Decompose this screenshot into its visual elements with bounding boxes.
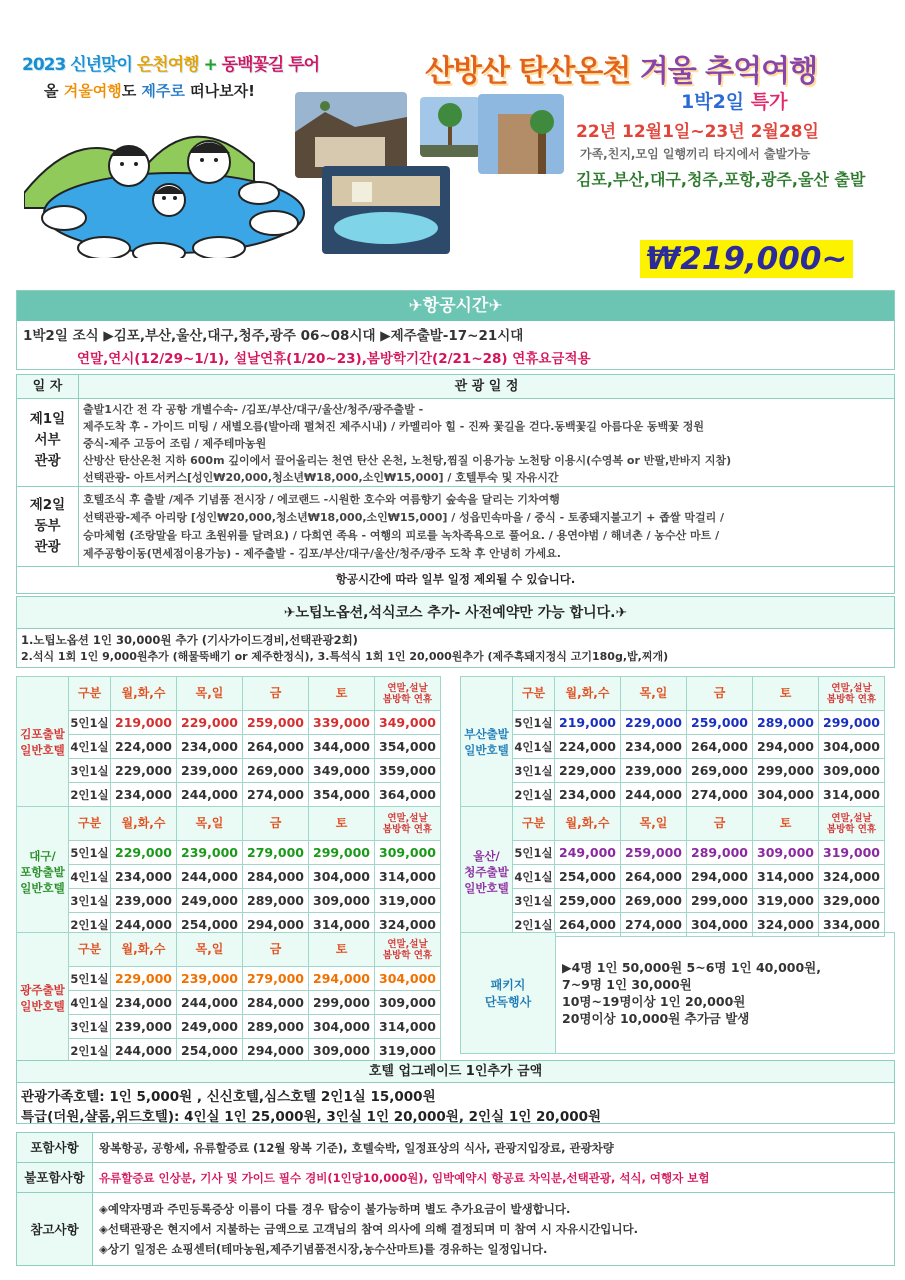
col-tour: 관 광 일 정 <box>454 379 519 394</box>
price-cell: 279,000 <box>243 841 309 865</box>
room-type: 5인1실 <box>513 711 555 735</box>
included-label: 포함사항 <box>17 1133 93 1162</box>
upgrade-section <box>16 1060 895 1124</box>
table-row <box>17 735 441 759</box>
schedule-line: 출발1시간 전 각 공항 개별수속- /김포/부산/대구/울산/청주/광주출발 - <box>83 403 424 416</box>
price-cell: 264,000 <box>621 865 687 889</box>
column-header: 토 <box>309 677 375 711</box>
price-table <box>460 676 885 807</box>
price-cell: 224,000 <box>555 735 621 759</box>
price-cell: 304,000 <box>819 735 885 759</box>
price-cell: 249,000 <box>177 1015 243 1039</box>
column-header: 구분 <box>513 807 555 841</box>
price-cell: 249,000 <box>555 841 621 865</box>
main-title: 산방산 탄산온천 겨울 추억여행 <box>425 54 818 89</box>
schedule-line: 제주도착 후 - 가이드 미팅 / 새별오름(발아래 펼쳐진 제주시내) / 카멜리아 힐 - 진짜 꽃길을 걷다.동백꽃길 아름다운 동백꽃 정원 <box>83 420 705 433</box>
table-row <box>17 841 441 865</box>
photo-palm <box>420 97 480 157</box>
price-cell: 284,000 <box>243 991 309 1015</box>
price-cell: 324,000 <box>375 913 441 937</box>
price-cell: 319,000 <box>819 841 885 865</box>
included-text: 왕복항공, 공항세, 유류할증료 (12월 왕복 기준), 호텔숙박, 일정표상의 식사, 관광지입장료, 관광차량 <box>99 1141 614 1155</box>
price-table <box>460 806 885 937</box>
price-cell: 289,000 <box>243 889 309 913</box>
price-cell: 294,000 <box>309 967 375 991</box>
price-cell: 274,000 <box>687 783 753 807</box>
price-cell: 254,000 <box>177 1039 243 1063</box>
column-header: 구분 <box>69 933 111 967</box>
column-header: 구분 <box>69 807 111 841</box>
table-row <box>17 991 441 1015</box>
column-header: 목,일 <box>177 677 243 711</box>
room-type: 3인1실 <box>69 1015 111 1039</box>
table-row <box>17 1039 441 1063</box>
price-cell: 229,000 <box>621 711 687 735</box>
excluded-label: 불포함사항 <box>17 1163 93 1192</box>
price-cell: 244,000 <box>111 1039 177 1063</box>
schedule-line: 선택관광-제주 아리랑 [성인₩20,000,청소년₩18,000,소인₩15,000] / 성읍민속마을 / 중식 - 토종돼지불고기 + 좁쌀 막걸리 / <box>83 511 725 524</box>
column-header: 토 <box>309 807 375 841</box>
footer-section <box>16 1132 895 1266</box>
price-cell: 259,000 <box>243 711 309 735</box>
options-section <box>16 596 895 668</box>
day1-schedule <box>79 399 894 486</box>
price-cell: 309,000 <box>309 889 375 913</box>
price-table <box>16 676 441 807</box>
price-cell: 254,000 <box>177 913 243 937</box>
day2-schedule <box>79 487 894 566</box>
price-cell: 324,000 <box>753 913 819 937</box>
schedule-line: 산방산 탄산온천 지하 600m 깊이에서 끌어올리는 천연 탄산 온천, 노천탕,찜질 이용가능 노천탕 이용시(수영복 or 반팔,반바지 지참) <box>83 454 732 467</box>
column-header: 연말,설날 봄방학 연휴 <box>819 677 885 711</box>
price-cell: 304,000 <box>687 913 753 937</box>
price-cell: 309,000 <box>819 759 885 783</box>
price-cell: 299,000 <box>309 841 375 865</box>
room-type: 4인1실 <box>69 991 111 1015</box>
flight-section <box>16 290 895 370</box>
column-header: 연말,설날 봄방학 연휴 <box>819 807 885 841</box>
price-cell: 259,000 <box>621 841 687 865</box>
price-cell: 239,000 <box>177 967 243 991</box>
package-line: 10명~19명이상 1인 20,000원 <box>562 994 746 1009</box>
price-cell: 314,000 <box>375 1015 441 1039</box>
price-cell: 299,000 <box>309 991 375 1015</box>
excluded-text: 유류할증료 인상분, 기사 및 가이드 필수 경비(1인당10,000원), 임박예약시 항공료 차익분,선택관광, 석식, 여행자 보험 <box>99 1171 710 1185</box>
price-cell: 249,000 <box>177 889 243 913</box>
price-cell: 354,000 <box>309 783 375 807</box>
notes-label: 참고사항 <box>17 1193 93 1265</box>
price-cell: 259,000 <box>687 711 753 735</box>
room-type: 3인1실 <box>513 759 555 783</box>
table-row <box>17 889 441 913</box>
price-table <box>16 806 441 937</box>
note-line: ◈선택관광은 현지에서 지불하는 금액으로 고객님의 참여 의사에 의해 결정되며 미 참여 시 자유시간입니다. <box>99 1222 638 1236</box>
price-cell: 329,000 <box>819 889 885 913</box>
column-header: 연말,설날 봄방학 연휴 <box>375 677 441 711</box>
price-cell: 224,000 <box>111 735 177 759</box>
flight-line-2: 연말,연시(12/29~1/1), 설날연휴(1/20~23),봄방학기간(2/21~28) 연휴요금적용 <box>77 351 591 367</box>
price-cell: 319,000 <box>375 1039 441 1063</box>
table-row <box>17 783 441 807</box>
price-cell: 279,000 <box>243 967 309 991</box>
price-cell: 289,000 <box>753 711 819 735</box>
price-cell: 234,000 <box>111 783 177 807</box>
table-row <box>17 967 441 991</box>
price-cell: 219,000 <box>111 711 177 735</box>
price-cell: 324,000 <box>819 865 885 889</box>
table-row <box>17 865 441 889</box>
schedule-line: 호텔조식 후 출발 /제주 기념품 전시장 / 에코랜드 -시원한 호수와 여름향기 숲속을 달리는 기차여행 <box>83 493 560 506</box>
day1-label: 제1일 서부 관광 <box>17 399 79 486</box>
photo-pool <box>322 166 450 254</box>
table-row <box>17 759 441 783</box>
price-cell: 229,000 <box>111 759 177 783</box>
options-line-1: 1.노팁노옵션 1인 30,000원 추가 (기사가이드경비,선택관광2회) <box>21 633 358 647</box>
price-cell: 334,000 <box>819 913 885 937</box>
price-cell: 269,000 <box>687 759 753 783</box>
room-type: 3인1실 <box>69 889 111 913</box>
price-cell: 299,000 <box>819 711 885 735</box>
price-cell: 309,000 <box>753 841 819 865</box>
price-cell: 234,000 <box>555 783 621 807</box>
schedule-line: 중식-제주 고등어 조림 / 제주테마농원 <box>83 437 267 450</box>
table-row <box>461 711 885 735</box>
room-type: 5인1실 <box>69 711 111 735</box>
flight-line-1: 1박2일 조식 ▶김포,부산,울산,대구,청주,광주 06~08시대 ▶제주출발-17~21시대 <box>23 328 524 344</box>
column-header: 구분 <box>513 677 555 711</box>
price-cell: 274,000 <box>621 913 687 937</box>
price-cell: 234,000 <box>621 735 687 759</box>
price-tag: ₩219,000~ <box>640 240 853 278</box>
column-header: 연말,설날 봄방학 연휴 <box>375 933 441 967</box>
column-header: 토 <box>753 677 819 711</box>
price-cell: 349,000 <box>375 711 441 735</box>
column-header: 목,일 <box>621 807 687 841</box>
column-header: 연말,설날 봄방학 연휴 <box>375 807 441 841</box>
special-offer: 1박2일 특가 <box>681 91 788 113</box>
schedule-line: 제주공항이동(면세점이용가능) - 제주출발 - 김포/부산/대구/울산/청주/광주 도착 후 안녕히 가세요. <box>83 547 561 560</box>
column-header: 목,일 <box>621 677 687 711</box>
room-type: 2인1실 <box>69 783 111 807</box>
price-cell: 239,000 <box>177 759 243 783</box>
schedule-section <box>16 374 895 594</box>
package-line: 20명이상 10,000원 추가금 발생 <box>562 1011 750 1026</box>
note-line: ◈예약자명과 주민등록증상 이름이 다를 경우 탑승이 불가능하며 별도 추가요금이 발생합니다. <box>99 1202 571 1216</box>
options-title: ✈노팁노옵션,석식코스 추가- 사전예약만 가능 합니다.✈ <box>17 597 894 629</box>
column-header: 목,일 <box>177 807 243 841</box>
travel-dates: 22년 12월1일~23년 2월28일 <box>576 122 819 142</box>
table-row <box>17 1015 441 1039</box>
price-cell: 229,000 <box>111 967 177 991</box>
room-type: 5인1실 <box>69 967 111 991</box>
price-cell: 244,000 <box>177 991 243 1015</box>
room-type: 4인1실 <box>69 865 111 889</box>
price-cell: 234,000 <box>177 735 243 759</box>
room-type: 2인1실 <box>513 913 555 937</box>
day2-label: 제2일 동부 관광 <box>17 487 79 566</box>
table-label: 대구/ 포항출발 일반호텔 <box>17 807 69 937</box>
price-cell: 304,000 <box>753 783 819 807</box>
table-label: 부산출발 일반호텔 <box>461 677 513 807</box>
price-cell: 354,000 <box>375 735 441 759</box>
note-line: ◈상기 일정은 쇼핑센터(테마농원,제주기념품전시장,농수산마트)를 경유하는 일정입니다. <box>99 1242 548 1256</box>
table-row <box>461 865 885 889</box>
room-type: 5인1실 <box>513 841 555 865</box>
price-cell: 294,000 <box>243 913 309 937</box>
room-type: 4인1실 <box>513 735 555 759</box>
price-cell: 319,000 <box>753 889 819 913</box>
price-cell: 229,000 <box>111 841 177 865</box>
price-cell: 294,000 <box>243 1039 309 1063</box>
price-cell: 294,000 <box>687 865 753 889</box>
price-cell: 314,000 <box>309 913 375 937</box>
price-cell: 274,000 <box>243 783 309 807</box>
column-header: 금 <box>243 807 309 841</box>
room-type: 3인1실 <box>513 889 555 913</box>
column-header: 금 <box>687 677 753 711</box>
price-cell: 264,000 <box>243 735 309 759</box>
schedule-note: 항공시간에 따라 일부 일정 제외될 수 있습니다. <box>335 572 576 586</box>
price-cell: 289,000 <box>687 841 753 865</box>
room-type: 4인1실 <box>69 735 111 759</box>
table-row <box>461 735 885 759</box>
price-cell: 309,000 <box>375 841 441 865</box>
price-cell: 239,000 <box>111 1015 177 1039</box>
price-cell: 289,000 <box>243 1015 309 1039</box>
price-cell: 314,000 <box>819 783 885 807</box>
table-label: 광주출발 일반호텔 <box>17 933 69 1063</box>
notes-text <box>93 1193 894 1265</box>
col-day: 일 자 <box>17 375 79 398</box>
price-cell: 259,000 <box>555 889 621 913</box>
package-box <box>460 932 895 1054</box>
upgrade-line-2: 특급(더원,샬롬,위드호텔): 4인실 1인 25,000원, 3인실 1인 20,000원, 2인실 1인 20,000원 <box>21 1109 602 1125</box>
price-cell: 219,000 <box>555 711 621 735</box>
onsen-illustration <box>24 98 324 258</box>
price-cell: 309,000 <box>309 1039 375 1063</box>
column-header: 토 <box>753 807 819 841</box>
table-label: 울산/ 청주출발 일반호텔 <box>461 807 513 937</box>
price-cell: 359,000 <box>375 759 441 783</box>
price-cell: 264,000 <box>687 735 753 759</box>
price-cell: 344,000 <box>309 735 375 759</box>
table-row <box>17 711 441 735</box>
price-cell: 254,000 <box>555 865 621 889</box>
column-header: 월,화,수 <box>111 807 177 841</box>
options-line-2: 2.석식 1회 1인 9,000원추가 (해물뚝배기 or 제주한정식), 3.특석식 1회 1인 20,000원추가 (제주흑돼지정식 고기180g,밥,찌개) <box>21 650 669 663</box>
promo-headline: 2023 신년맞이 온천여행 + 동백꽃길 투어 <box>22 55 320 75</box>
price-cell: 304,000 <box>309 1015 375 1039</box>
price-cell: 284,000 <box>243 865 309 889</box>
price-cell: 269,000 <box>621 889 687 913</box>
table-row <box>461 759 885 783</box>
group-note: 가족,친지,모임 일행끼리 타지에서 출발가능 <box>580 147 811 161</box>
room-type: 3인1실 <box>69 759 111 783</box>
price-cell: 294,000 <box>753 735 819 759</box>
package-details <box>556 933 827 1053</box>
column-header: 금 <box>243 933 309 967</box>
table-row <box>461 783 885 807</box>
schedule-line: 승마체험 (조랑말을 타고 초원위를 달려요) / 다희연 족욕 - 여행의 피로를 녹차족욕으로 풀어요. / 용연야범 / 해녀촌 / 농수산 마트 / <box>83 529 720 542</box>
price-cell: 229,000 <box>177 711 243 735</box>
price-cell: 234,000 <box>111 865 177 889</box>
price-cell: 319,000 <box>375 889 441 913</box>
table-row <box>461 889 885 913</box>
column-header: 월,화,수 <box>111 677 177 711</box>
price-cell: 349,000 <box>309 759 375 783</box>
schedule-line: 선택관광- 아트서커스[성인₩20,000,청소년₩18,000,소인₩15,000] / 호텔투숙 및 자유시간 <box>83 471 559 484</box>
column-header: 목,일 <box>177 933 243 967</box>
header <box>0 0 905 290</box>
price-cell: 229,000 <box>555 759 621 783</box>
column-header: 금 <box>243 677 309 711</box>
package-label: 패키지 단독행사 <box>461 933 556 1053</box>
column-header: 월,화,수 <box>555 807 621 841</box>
room-type: 4인1실 <box>513 865 555 889</box>
price-cell: 339,000 <box>309 711 375 735</box>
price-cell: 304,000 <box>309 865 375 889</box>
price-cell: 244,000 <box>177 783 243 807</box>
column-header: 월,화,수 <box>555 677 621 711</box>
price-cell: 234,000 <box>111 991 177 1015</box>
price-cell: 314,000 <box>753 865 819 889</box>
upgrade-line-1: 관광가족호텔: 1인 5,000원 , 신신호텔,심스호텔 2인1실 15,000원 <box>21 1089 436 1105</box>
room-type: 2인1실 <box>69 1039 111 1063</box>
photo-tower <box>478 94 564 174</box>
package-line: ▶4명 1인 50,000원 5~6명 1인 40,000원, <box>562 960 822 975</box>
price-cell: 314,000 <box>375 865 441 889</box>
flight-title: ✈항공시간✈ <box>17 291 894 321</box>
price-cell: 239,000 <box>177 841 243 865</box>
upgrade-title: 호텔 업그레이드 1인추가 금액 <box>17 1061 894 1083</box>
price-cell: 299,000 <box>753 759 819 783</box>
price-cell: 244,000 <box>177 865 243 889</box>
price-cell: 269,000 <box>243 759 309 783</box>
room-type: 2인1실 <box>513 783 555 807</box>
room-type: 5인1실 <box>69 841 111 865</box>
column-header: 월,화,수 <box>111 933 177 967</box>
package-line: 7~9명 1인 30,000원 <box>562 977 692 992</box>
column-header: 토 <box>309 933 375 967</box>
price-cell: 299,000 <box>687 889 753 913</box>
departure-cities: 김포,부산,대구,청주,포항,광주,울산 출발 <box>576 170 866 189</box>
column-header: 구분 <box>69 677 111 711</box>
price-cell: 239,000 <box>111 889 177 913</box>
price-cell: 364,000 <box>375 783 441 807</box>
price-cell: 309,000 <box>375 991 441 1015</box>
column-header: 금 <box>687 807 753 841</box>
price-cell: 244,000 <box>621 783 687 807</box>
table-label: 김포출발 일반호텔 <box>17 677 69 807</box>
table-row <box>461 841 885 865</box>
price-cell: 264,000 <box>555 913 621 937</box>
price-table <box>16 932 441 1063</box>
price-cell: 304,000 <box>375 967 441 991</box>
tagline: 올 겨울여행도 제주로 떠나보자! <box>44 82 255 100</box>
room-type: 2인1실 <box>69 913 111 937</box>
price-cell: 244,000 <box>111 913 177 937</box>
price-cell: 239,000 <box>621 759 687 783</box>
